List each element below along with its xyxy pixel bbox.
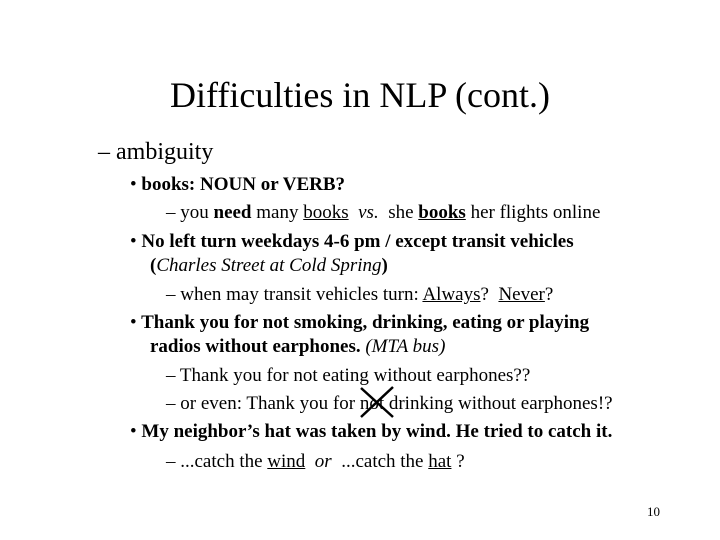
bullet-books [130, 173, 345, 197]
drinking-text: drinking without earphones!? [384, 393, 613, 414]
dash-marker: – [98, 139, 110, 165]
verb: VERB? [282, 174, 346, 195]
left-turn-location [150, 254, 388, 278]
dash-marker: – [166, 365, 176, 386]
cross-out-mark [358, 384, 396, 420]
mta-bus: (MTA bus) [360, 336, 446, 357]
paren-close: ) [381, 255, 388, 276]
bullet-marker: • [130, 231, 137, 252]
bullet-text: ambiguity [116, 139, 214, 165]
italic-or: or [305, 451, 342, 472]
bold-underline-books: books [418, 202, 466, 223]
catch-text-2: ...catch the [341, 451, 429, 472]
spacer [349, 202, 359, 223]
transit-text: when may transit vehicles turn: [180, 284, 423, 305]
text-you: you [180, 202, 214, 223]
underline-books: books [303, 202, 349, 223]
neighbor-text: My neighbor’s hat was taken by wind. He tried to catch it. [141, 421, 613, 442]
bullet-left-turn [130, 230, 574, 254]
paren-open: ( [150, 255, 157, 276]
sub-or-even [166, 392, 613, 416]
or-even-text: or even: Thank you for [180, 393, 360, 414]
dash-marker: – [166, 451, 176, 472]
text-q: ? [451, 451, 465, 472]
bullet-neighbor [130, 420, 612, 444]
sub-thank-eating [166, 364, 530, 388]
sub-transit [166, 283, 553, 307]
dash-marker: – [166, 202, 176, 223]
charles-street: Charles Street at Cold Spring [156, 255, 382, 276]
bold-books: books: [141, 174, 196, 195]
underline-wind: wind [267, 451, 306, 472]
sub-catch [166, 450, 465, 474]
left-turn-text: No left turn weekdays 4-6 pm / except transit vehicles [141, 231, 574, 252]
bullet-marker: • [130, 421, 137, 442]
text-she: she [378, 202, 419, 223]
thank-eating-text: Thank you for not eating without earphones?? [179, 365, 531, 386]
slide-title: Difficulties in NLP (cont.) [170, 75, 550, 115]
bullet-thank-you [130, 311, 589, 335]
noun-or: NOUN or [195, 174, 283, 195]
thank-you-continued [150, 335, 445, 359]
underline-always: Always [422, 284, 481, 305]
text-rest: her flights online [465, 202, 601, 223]
sub-books-example [166, 201, 600, 225]
text-q2: ? [544, 284, 554, 305]
text-many: many [251, 202, 304, 223]
underline-never: Never [498, 284, 545, 305]
bullet-marker: • [130, 312, 137, 333]
dash-marker: – [166, 284, 176, 305]
italic-vs: vs. [358, 202, 379, 223]
bullet-ambiguity [98, 137, 213, 167]
page-number: 10 [647, 504, 660, 519]
thank-you-text: Thank you for not smoking, drinking, eating or playing [141, 312, 590, 333]
underline-hat: hat [428, 451, 452, 472]
bold-need: need [213, 202, 252, 223]
dash-marker: – [166, 393, 176, 414]
catch-text-1: ...catch the [180, 451, 268, 472]
radios-text: radios without earphones. [150, 336, 361, 357]
text-q1: ? [480, 284, 499, 305]
crossed-word [360, 392, 384, 416]
bullet-marker: • [130, 174, 137, 195]
word-not: not [359, 393, 385, 414]
